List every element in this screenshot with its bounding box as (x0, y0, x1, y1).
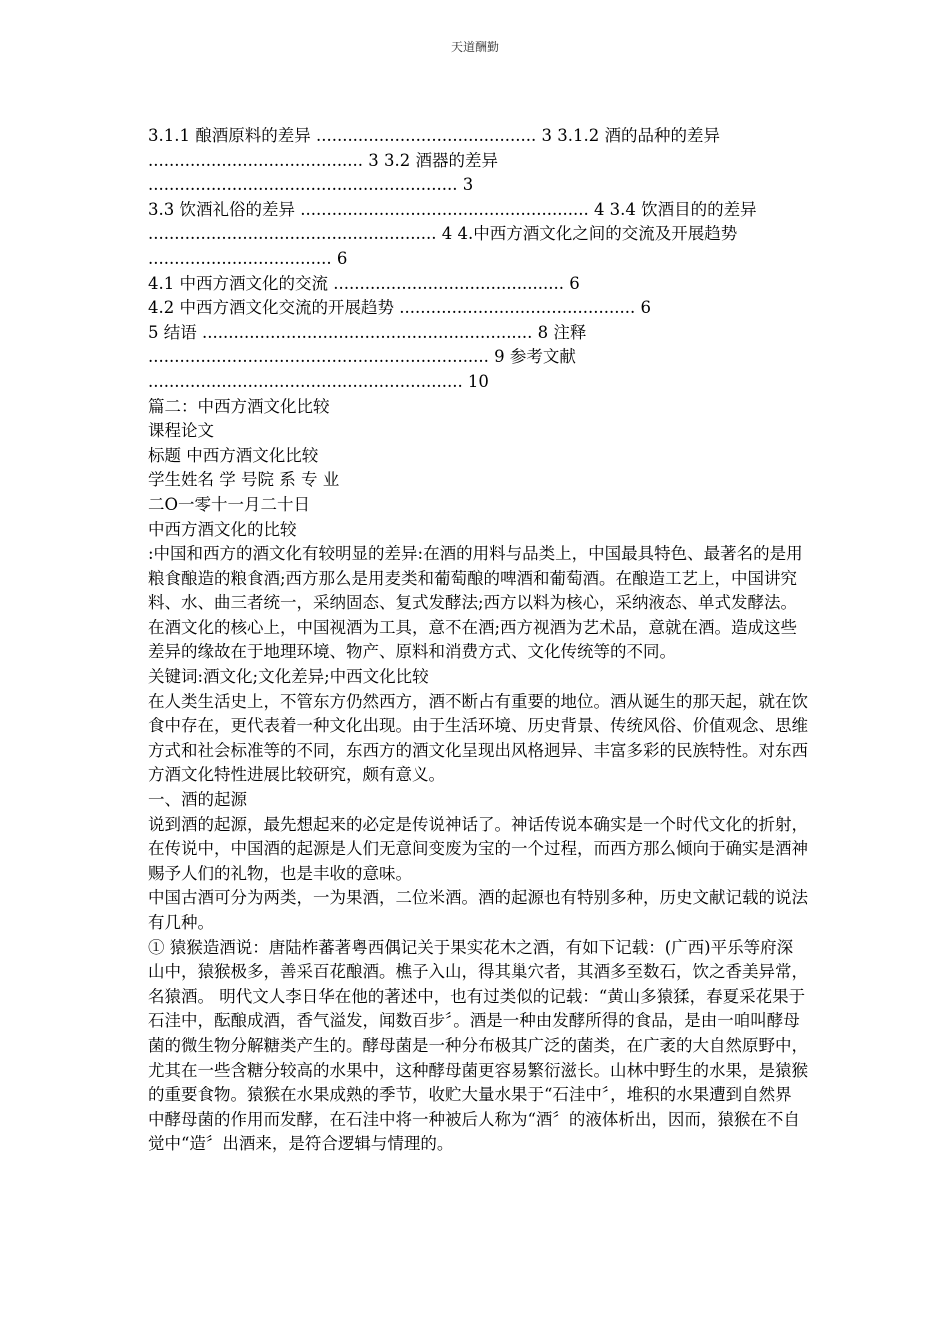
body-paragraph: ① 猿猴造酒说：唐陆柞蕃著粤西偶记关于果实花木之酒，有如下记载：(广西)平乐等府深山中，猿猴极多，善采百花酿酒。樵子入山，得其巢穴者，其酒多至数石，饮之香美异常，名猿酒。 明代文人李日华在他的著述中，也有过类似的记载：“黄山多猿猱，春夏采花果于石洼中，酝酿成酒，香气溢发，闻数百步〞。酒是一种由发酵所得的食品，是由一咱叫酵母菌的微生物分解糖类产生的。酵母菌是一种分布极其广泛的菌类，在广袤的大自然原野中，尤其在一些含糖分较高的水果中，这种酵母菌更容易繁衍滋长。山林中野生的水果，是猿猴的重要食物。猿猴在水果成熟的季节，收贮大量水果于“石洼中〞，堆积的水果遭到自然界中酵母菌的作用而发酵，在石洼中将一种被后人称为“酒〞的液体析出，因而，猿猴在不自觉中“造〞出酒来，是符合逻辑与情理的。 (148, 937, 808, 1154)
paper-type: 课程论文 (148, 421, 214, 441)
toc-line: 4.2 中西方酒文化交流的开展趋势 ............................................. 6 (148, 298, 651, 318)
student-info-line: 学生姓名 学 号院 系 专 业 (148, 470, 340, 490)
section-heading: 一、酒的起源 (148, 790, 247, 810)
document-body (148, 124, 808, 1157)
abstract-paragraph: :中国和西方的酒文化有较明显的差异:在酒的用料与品类上，中国最具特色、最著名的是用粮食酿造的粮食酒;西方那么是用麦类和葡萄酿的啤酒和葡萄酒。在酿造工艺上，中国讲究料、水、曲三者统一，采纳固态、复式发酵法;西方以料为核心，采纳液态、单式发酵法。在酒文化的核心上，中国视酒为工具，意不在酒;西方视酒为艺术品，意就在酒。造成这些差异的缘故在于地理环境、物产、原料和消费方式、文化传统等的不同。 (148, 544, 803, 662)
paper-heading: 中西方酒文化的比较 (148, 519, 297, 539)
toc-line: ............................................................ 10 (148, 371, 489, 391)
page-header: 天道酬勤 (450, 40, 499, 54)
paper-title-line: 标题 中西方酒文化比较 (148, 445, 319, 465)
body-paragraph: 中国古酒可分为两类，一为果酒，二位米酒。酒的起源也有特别多种，历史文献记载的说法有几种。 (148, 888, 808, 932)
toc-line: ................................................................. 9 参考文献 (148, 347, 576, 367)
toc-line: ................................... 6 (148, 248, 348, 268)
date-line: 二O一零十一月二十日 (148, 494, 311, 514)
toc-line: 3.1.1 酿酒原料的差异 .......................................... 3 3.1.2 酒的品种的差异 (148, 126, 720, 145)
toc-line: 4.1 中西方酒文化的交流 ............................................ 6 (148, 273, 580, 293)
keywords-line: 关键词:酒文化;文化差异;中西文化比较 (148, 667, 429, 687)
toc-line: 5 结语 ............................................................... 8 注释 (148, 322, 587, 342)
toc-line: ......................................... 3 3.2 酒器的差异 ........................................................... 3 (148, 150, 499, 195)
intro-paragraph: 在人类生活史上，不管东方仍然西方，酒不断占有重要的地位。酒从诞生的那天起，就在饮食中存在，更代表着一种文化出现。由于生活环境、历史背景、传统风俗、价值观念、思维方式和社会标准等的不同，东西方的酒文化呈现出风格迥异、丰富多彩的民族特性。对东西方酒文化特性进展比较研究，颇有意义。 (148, 691, 808, 785)
toc-line: 3.3 饮酒礼俗的差异 ....................................................... 4 3.4 饮酒目的的差异 (148, 199, 757, 219)
toc-line: ....................................................... 4 4.中西方酒文化之间的交流及开展趋势 (148, 224, 738, 244)
body-paragraph: 说到酒的起源，最先想起来的必定是传说神话了。神话传说本确实是一个时代文化的折射，在传说中，中国酒的起源是人们无意间变废为宝的一个过程，而西方那么倾向于确实是酒神赐予人们的礼物，也是丰收的意味。 (148, 814, 808, 883)
article-part-title: 篇二：中西方酒文化比较 (148, 396, 330, 416)
